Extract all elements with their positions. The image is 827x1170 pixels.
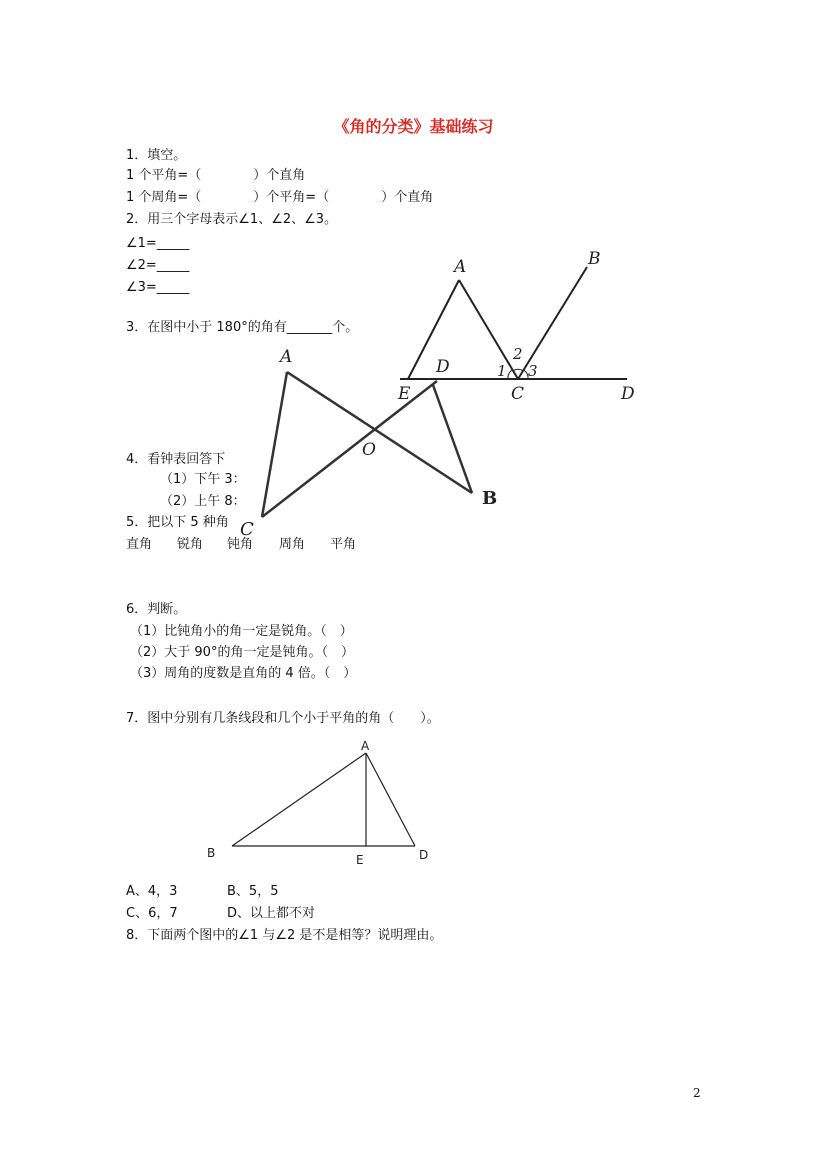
q2-heading: 2．用三个字母表示∠1、∠2、∠3。 (126, 212, 338, 227)
q7-figure (232, 753, 415, 846)
q5-option-4: 周角 (279, 537, 306, 552)
q7-segment-ba (232, 753, 366, 846)
q6-item3: （3）周角的度数是直角的 4 倍。（ ） (130, 666, 357, 681)
q5-option-1: 直角 (126, 537, 153, 552)
page-number: 2 (693, 1086, 701, 1100)
q2-label-3: 3 (528, 362, 538, 380)
q7-choice-d: D、以上都不对 (227, 906, 316, 921)
q2-segment-ea (408, 280, 459, 379)
q3-label-c: C (240, 519, 254, 540)
q3-label-a: A (280, 347, 293, 367)
q5-heading: 5．把以下 5 种角 (126, 515, 229, 530)
q6-item1: （1）比钝角小的角一定是锐角。（ ） (130, 624, 353, 639)
q2-angle-1-arc (508, 370, 512, 379)
q1-line1: 1 个平角=（ ）个直角 (126, 168, 306, 183)
q3-label-b: B (482, 488, 498, 509)
q3-segment-db (433, 385, 472, 493)
q8-heading: 8．下面两个图中的∠1 与∠2 是不是相等？说明理由。 (126, 928, 443, 943)
q3-heading: 3．在图中小于 180°的角有_______个。 (126, 320, 359, 335)
q6-item2: （2）大于 90°的角一定是钝角。（ ） (130, 645, 354, 660)
q2-label-e: E (398, 384, 411, 404)
q2-label-1: 1 (497, 362, 507, 380)
q6-heading: 6．判断。 (126, 602, 187, 617)
q4-heading: 4．看钟表回答下 (126, 452, 226, 467)
q7-choice-a: A、4，3 (126, 884, 178, 899)
q7-choice-b: B、5，5 (227, 884, 279, 899)
q4-item2: （2）上午 8： (160, 494, 246, 509)
q7-label-a: A (361, 739, 370, 753)
q5-option-5: 平角 (330, 537, 357, 552)
q3-segment-cd (262, 381, 437, 517)
q2-label-c: C (511, 384, 525, 404)
q3-label-d: D (436, 357, 450, 377)
q4-item1: （1）下午 3： (160, 472, 246, 487)
q7-segment-ad (366, 753, 415, 846)
document-title: 《角的分类》基础练习 (333, 117, 494, 136)
q2-answer-1: ∠1=_____ (126, 236, 190, 251)
q5-option-2: 锐角 (177, 537, 204, 552)
q1-heading: 1．填空。 (126, 148, 187, 163)
q3-label-o: O (362, 440, 376, 460)
q2-answer-3: ∠3=_____ (126, 280, 190, 295)
q7-choice-c: C、6，7 (126, 906, 178, 921)
q2-segment-ac (459, 280, 518, 379)
q7-label-e: E (356, 853, 364, 867)
q5-option-3: 钝角 (227, 537, 254, 552)
q2-label-b: B (588, 249, 601, 269)
q7-heading: 7．图中分别有几条线段和几个小于平角的角（ ）。 (126, 711, 440, 726)
q2-label-d: D (621, 384, 635, 404)
q2-label-a: A (454, 257, 467, 277)
q7-label-d: D (419, 848, 429, 862)
q1-line2: 1 个周角=（ ）个平角=（ ）个直角 (126, 190, 434, 205)
q2-angle-2-arc (513, 369, 523, 371)
q2-label-2: 2 (513, 345, 523, 363)
q3-segment-ac (262, 372, 287, 517)
q2-answer-2: ∠2=_____ (126, 258, 190, 273)
q7-label-b: B (207, 846, 216, 860)
